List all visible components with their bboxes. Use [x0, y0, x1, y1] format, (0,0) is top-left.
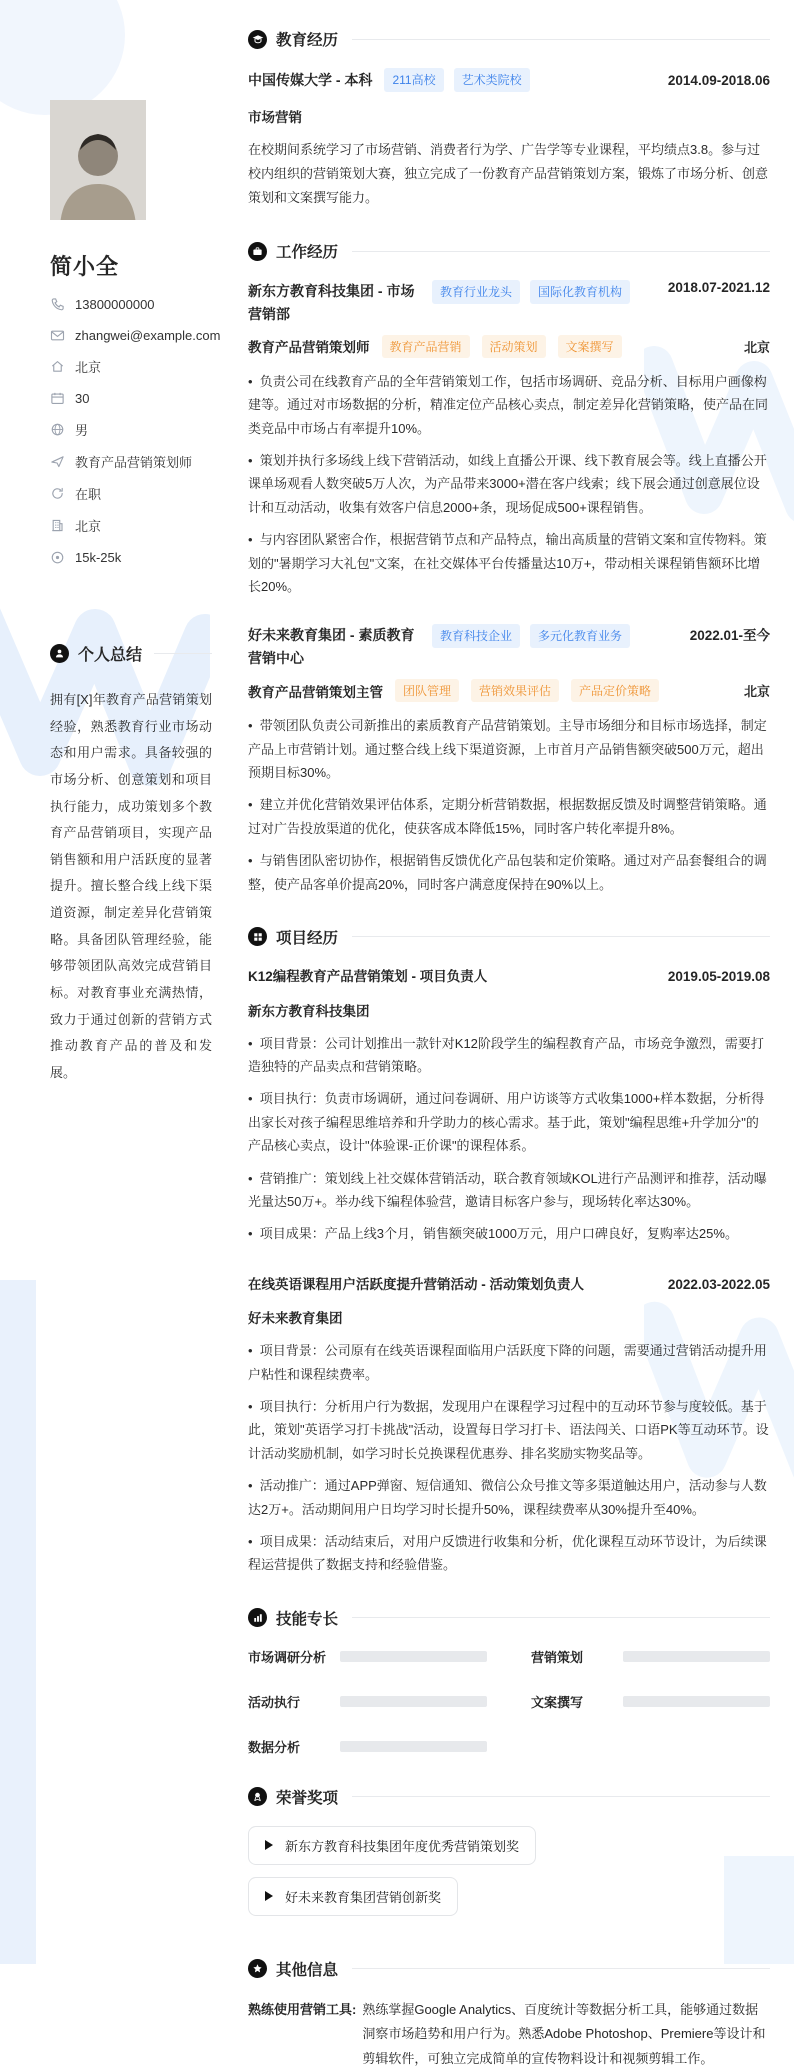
education-major: 市场营销	[248, 110, 302, 125]
contact-location	[50, 357, 212, 376]
company-name: 好未来教育集团 - 素质教育营销中心	[248, 627, 415, 666]
work-section-header	[248, 240, 770, 262]
skills-grid	[248, 1647, 770, 1756]
projects-section	[248, 926, 770, 1577]
honors-title: 荣誉奖项	[276, 1789, 339, 1807]
school-name: 中国传媒大学 - 本科	[248, 72, 373, 88]
divider	[352, 1617, 770, 1618]
project-bullet: • 项目执行：分析用户行为数据，发现用户在课程学习过程中的互动环节参与度较低。基于此，策划"英语学习打卡挑战"活动，设置每日学习打卡、语法闯关、口语PK等互动环节。设计活动奖励机制，如学习时长兑换课程优惠券、排名奖励实物奖品等。	[248, 1395, 770, 1465]
contact-role	[50, 452, 212, 471]
company-tags	[432, 280, 658, 304]
honors-section-header	[248, 1786, 770, 1808]
education-period: 2014.09-2018.06	[667, 72, 770, 88]
contact-age-value: 30	[75, 390, 90, 406]
briefcase-icon	[248, 242, 267, 261]
summary-text: 拥有[X]年教育产品营销策划经验，熟悉教育行业市场动态和用户需求。具备较强的市场分析、创意策划和项目执行能力，成功策划多个教育产品营销项目，实现产品销售额和用户活跃度的显著提升。擅长整合线上线下渠道资源，制定差异化营销策略。具备团队管理经验，能够带领团队高效完成营销目标。对教育事业充满热情，致力于通过创新的营销方式推动教育产品的普及和发展。	[50, 692, 212, 1080]
honor-item[interactable]	[248, 1877, 458, 1916]
project-bullet: • 项目背景：公司计划推出一款针对K12阶段学生的编程教育产品，市场竞争激烈，需要打造独特的产品卖点和营销策略。	[248, 1032, 770, 1079]
skill-bar	[623, 1696, 770, 1707]
project-bullet: • 项目执行：负责市场调研，通过问卷调研、用户访谈等方式收集1000+样本数据，分析得出家长对孩子编程思维培养和升学助力的核心需求。基于此，策划"编程思维+升学加分"的产品核心卖点，设计"体验课-正价课"的课程体系。	[248, 1087, 770, 1157]
education-description: 在校期间系统学习了市场营销、消费者行为学、广告学等专业课程，平均绩点3.8。参与过校内组织的营销策划大赛，独立完成了一份教育产品营销策划方案，锻炼了市场分析、创意策划和文案撰写能力。	[248, 142, 769, 206]
project-company: 新东方教育科技集团	[248, 1003, 370, 1019]
job-bullet: • 与销售团队密切协作，根据销售反馈优化产品包装和定价策略。通过对产品套餐组合的调整，使产品客单价提高20%，同时客户满意度保持在90%以上。	[248, 849, 770, 896]
divider	[352, 1968, 770, 1969]
company-name: 新东方教育科技集团 - 市场营销部	[248, 283, 415, 322]
gender-icon	[50, 422, 65, 437]
job-bullet: • 负责公司在线教育产品的全年营销策划工作，包括市场调研、竞品分析、目标用户画像构建等。通过对市场数据的分析，精准定位产品核心卖点，制定差异化营销策略，使产品在同类竞品中市场占有率提升10%。	[248, 370, 770, 440]
job-role: 教育产品营销策划师	[248, 340, 370, 356]
play-icon	[265, 1840, 273, 1850]
main-column	[212, 0, 794, 2072]
divider	[352, 936, 770, 937]
job-header	[248, 280, 770, 325]
job-role-row	[248, 335, 770, 358]
honor-label: 好未来教育集团营销创新奖	[285, 1889, 442, 1905]
divider	[352, 251, 770, 252]
contact-gender-value: 男	[75, 423, 89, 438]
skill-item	[248, 1692, 487, 1711]
other-text: 熟练掌握Google Analytics、百度统计等数据分析工具，能够通过数据洞察市场趋势和用户行为。熟悉Adobe Photoshop、Premiere等设计和剪辑软件，可独立完成简单的宣传物料设计和视频剪辑工作。	[362, 2001, 766, 2067]
project-header	[248, 966, 770, 988]
contact-email	[50, 326, 221, 344]
skill-item	[531, 1647, 770, 1666]
company-tag: 教育行业龙头	[432, 280, 520, 304]
school-tags	[384, 68, 657, 92]
other-label: 熟练使用营销工具:	[248, 2001, 357, 2017]
grid-icon	[248, 927, 267, 946]
job-entry	[248, 624, 770, 896]
age-icon	[50, 391, 65, 406]
contact-status-value: 在职	[75, 487, 102, 502]
job-location: 北京	[743, 339, 770, 355]
other-section-header	[248, 1958, 770, 1980]
skill-name: 活动执行	[248, 1694, 301, 1710]
contact-location-value: 北京	[75, 360, 102, 375]
project-period: 2022.03-2022.05	[667, 1276, 770, 1292]
project-header	[248, 1274, 770, 1296]
project-bullet: • 项目成果：产品上线3个月，销售额突破1000万元，用户口碑良好，复购率达25%。	[248, 1222, 770, 1245]
contact-status	[50, 484, 212, 503]
contact-email-value: zhangwei@example.com	[75, 327, 221, 343]
project-entry	[248, 966, 770, 1246]
skill-item	[248, 1737, 487, 1756]
other-title: 其他信息	[276, 1961, 339, 1979]
divider	[352, 39, 770, 40]
project-bullet: • 营销推广：策划线上社交媒体营销活动，联合教育领域KOL进行产品测评和推荐，活动曝光量达50万+。举办线下编程体验营，邀请目标客户参与，现场转化率达30%。	[248, 1167, 770, 1214]
skills-section	[248, 1607, 770, 1756]
job-bullet: • 与内容团队紧密合作，根据营销节点和产品特点，输出高质量的营销文案和宣传物料。策划的"暑期学习大礼包"文案，在社交媒体平台传播量达10万+，带动相关课程销售额环比增长20%。	[248, 528, 770, 598]
sidebar	[0, 0, 221, 2072]
job-bullet: • 策划并执行多场线上线下营销活动，如线上直播公开课、线下教育展会等。线上直播公开课单场观看人数突破5万人次，为产品带来3000+潜在客户线索；线下展会通过创意展位设计和互动活动，收集有效客户信息2000+条，现场促成500+课程销售。	[248, 449, 770, 519]
honors-list	[248, 1826, 770, 1928]
job-period: 2018.07-2021.12	[667, 280, 770, 296]
company-tag: 国际化教育机构	[530, 280, 630, 304]
job-role-tags	[395, 679, 736, 702]
projects-title: 项目经历	[276, 929, 339, 947]
role-tag: 教育产品营销	[382, 335, 470, 358]
project-name: K12编程教育产品营销策划 - 项目负责人	[248, 968, 488, 984]
skill-item	[248, 1647, 487, 1666]
work-section	[248, 240, 770, 896]
skill-name: 营销策划	[531, 1649, 584, 1665]
school-tag: 211高校	[384, 68, 443, 92]
divider	[154, 653, 212, 654]
skills-section-header	[248, 1607, 770, 1629]
contact-salary-value: 15k-25k	[75, 549, 122, 565]
status-icon	[50, 486, 65, 501]
divider	[352, 1796, 770, 1797]
education-title: 教育经历	[276, 32, 339, 49]
education-section-header	[248, 28, 770, 50]
project-entry	[248, 1274, 770, 1577]
person-icon	[50, 644, 69, 663]
project-name: 在线英语课程用户活跃度提升营销活动 - 活动策划负责人	[248, 1276, 584, 1292]
projects-section-header	[248, 926, 770, 948]
project-company: 好未来教育集团	[248, 1311, 343, 1327]
person-name: 简小全	[50, 254, 120, 279]
skill-bar	[340, 1651, 487, 1662]
skills-title: 技能专长	[276, 1610, 339, 1628]
mail-icon	[50, 328, 65, 343]
skill-name: 数据分析	[248, 1739, 301, 1755]
work-title: 工作经历	[276, 244, 339, 262]
salary-icon	[50, 550, 65, 565]
contact-city-value: 北京	[75, 519, 102, 534]
education-section	[248, 28, 770, 210]
role-tag: 活动策划	[482, 335, 546, 358]
job-header	[248, 624, 770, 669]
project-bullet: • 活动推广：通过APP弹窗、短信通知、微信公众号推文等多渠道触达用户，活动参与人数达2万+。活动期间用户日均学习时长提升50%，课程续费率从30%提升至40%。	[248, 1474, 770, 1521]
medal-icon	[248, 1787, 267, 1806]
contact-salary	[50, 548, 212, 566]
contact-city	[50, 516, 212, 535]
skill-bar	[340, 1696, 487, 1707]
job-bullet: • 带领团队负责公司新推出的素质教育产品营销策划。主导市场细分和目标市场选择，制定产品上市营销计划。通过整合线上线下渠道资源，上市首月产品销售额突破500万元，超出预期目标30%。	[248, 714, 770, 784]
play-icon	[265, 1891, 273, 1901]
contact-role-value: 教育产品营销策划师	[75, 455, 193, 470]
honor-label: 新东方教育科技集团年度优秀营销策划奖	[285, 1838, 520, 1854]
honor-item[interactable]	[248, 1826, 536, 1865]
job-role: 教育产品营销策划主管	[248, 684, 383, 700]
skill-name: 文案撰写	[531, 1694, 584, 1710]
role-icon	[50, 454, 65, 469]
job-role-row	[248, 679, 770, 702]
job-role-tags	[382, 335, 736, 358]
skill-item	[531, 1692, 770, 1711]
home-icon	[50, 359, 65, 374]
role-tag: 文案撰写	[558, 335, 622, 358]
contact-gender	[50, 420, 212, 439]
project-bullet: • 项目背景：公司原有在线英语课程面临用户活跃度下降的问题，需要通过营销活动提升用户粘性和课程续费率。	[248, 1339, 770, 1386]
honors-section	[248, 1786, 770, 1928]
contact-age	[50, 389, 212, 407]
other-section	[248, 1958, 770, 2072]
job-location: 北京	[743, 684, 770, 700]
job-entry	[248, 280, 770, 598]
project-period: 2019.05-2019.08	[667, 968, 770, 984]
other-info	[248, 1998, 770, 2072]
school-tag: 艺术类院校	[454, 68, 530, 92]
skill-name: 市场调研分析	[248, 1649, 327, 1665]
skill-bar	[340, 1741, 487, 1752]
education-entry	[248, 68, 770, 92]
job-bullet: • 建立并优化营销效果评估体系，定期分析营销数据，根据数据反馈及时调整营销策略。通过对广告投放渠道的优化，使获客成本降低15%，同时客户转化率提升8%。	[248, 793, 770, 840]
building-icon	[50, 518, 65, 533]
star-icon	[248, 1959, 267, 1978]
company-tags	[432, 624, 680, 648]
role-tag: 营销效果评估	[471, 679, 559, 702]
summary-section-header	[50, 642, 212, 665]
job-period: 2022.01-至今	[689, 628, 770, 644]
graduation-cap-icon	[248, 30, 267, 49]
contact-phone	[50, 295, 212, 313]
phone-icon	[50, 297, 65, 312]
profile-photo	[50, 100, 146, 220]
skill-bar	[623, 1651, 770, 1662]
company-tag: 多元化教育业务	[530, 624, 630, 648]
summary-title: 个人总结	[78, 647, 143, 664]
bar-chart-icon	[248, 1608, 267, 1627]
company-tag: 教育科技企业	[432, 624, 520, 648]
contact-phone-value: 13800000000	[75, 296, 155, 312]
role-tag: 产品定价策略	[571, 679, 659, 702]
project-bullet: • 项目成果：活动结束后，对用户反馈进行收集和分析，优化课程互动环节设计，为后续课程运营提供了数据支持和经验借鉴。	[248, 1530, 770, 1577]
role-tag: 团队管理	[395, 679, 459, 702]
